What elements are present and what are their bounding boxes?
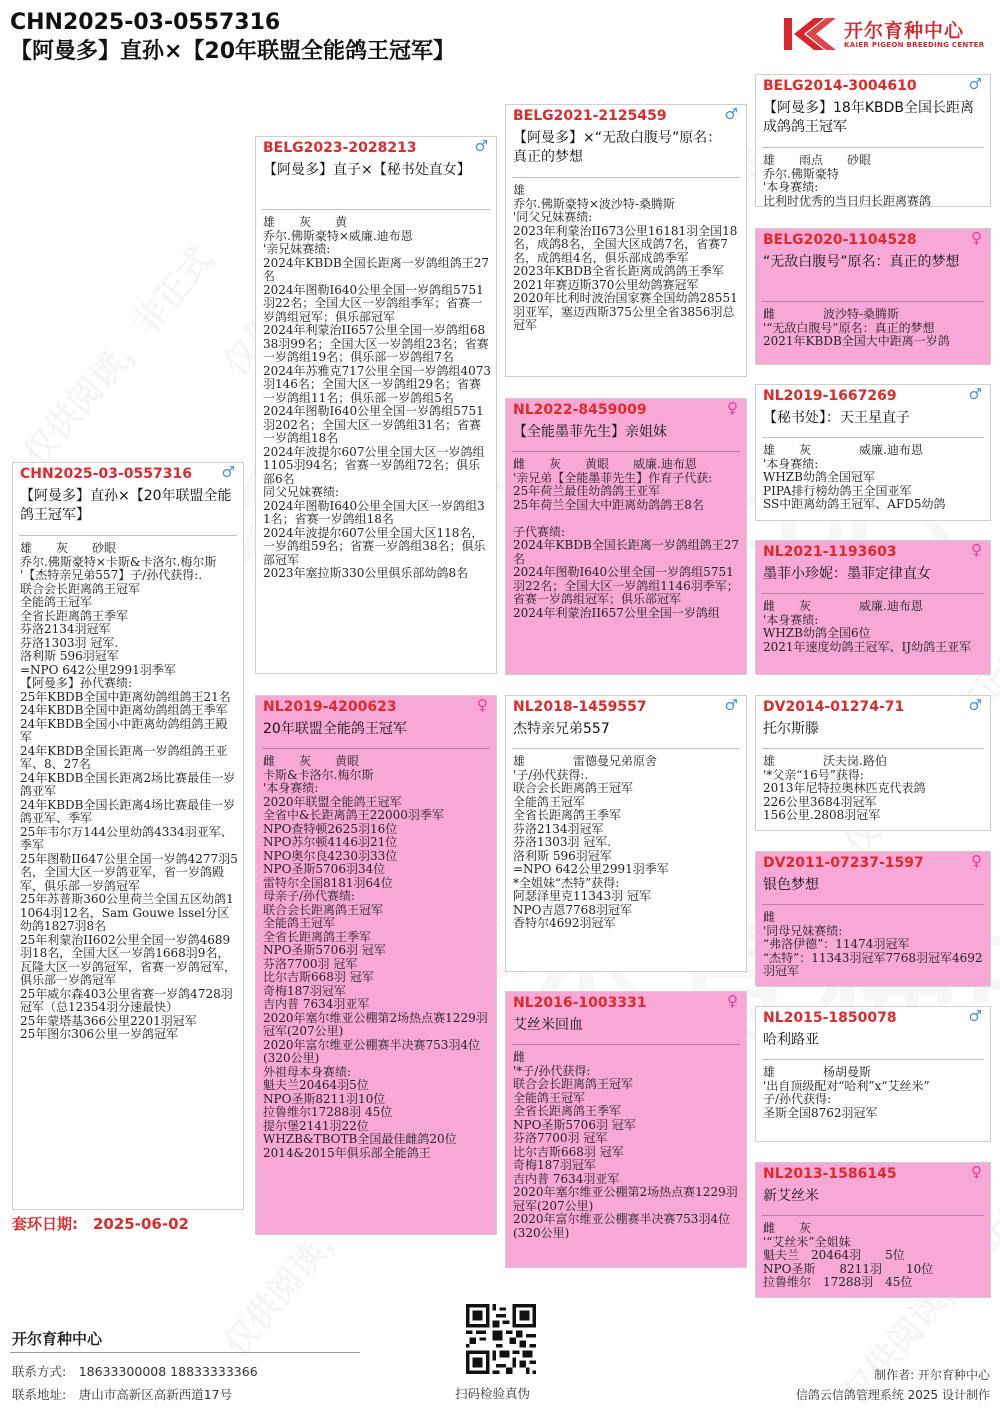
pedigree-details [763, 1066, 985, 1120]
detail-line: 2023年塞拉斯330公里俱乐部幼鸽8名 [263, 566, 469, 580]
detail-line: '同母兄妹赛绩: [763, 923, 843, 938]
pigeon-name: “无敌白腹号”原名：真正的梦想 [763, 254, 960, 270]
detail-line: NPO圣斯5706羽 冠军 [513, 1117, 636, 1132]
detail-line: 2024年利蒙治II657公里全国一岁鸽组 [513, 605, 720, 620]
pigeon-name: 银色梦想 [763, 877, 819, 893]
detail-line: 全能鸽王冠军 [513, 1090, 586, 1105]
pigeon-card-ds [505, 695, 747, 972]
detail-line: 子代赛绩: [513, 524, 566, 539]
ring-number: BELG2014-3004610 [763, 78, 917, 94]
pigeon-card-ssd [755, 228, 991, 365]
male-icon: ♂ [724, 696, 738, 714]
detail-line: 雄 灰 砂眼 [20, 541, 117, 555]
pigeon-card-dds [755, 1006, 991, 1142]
detail-line: 联合会长距离鸽王冠军 [20, 581, 141, 596]
detail-line: 全能鸽王冠军 [263, 916, 336, 930]
watermark-text [10, 235, 222, 475]
pedigree-details [513, 458, 741, 620]
pigeon-name: 杰特亲兄弟557 [513, 721, 610, 737]
detail-line: 奇梅187羽冠军 [263, 983, 346, 998]
card-divider [762, 147, 984, 148]
detail-line: 联合会长距离鸽王冠军 [513, 1077, 634, 1091]
pigeon-name: 托尔斯滕 [763, 721, 819, 737]
detail-line: 24年KBDB全国小中距离幼鸽组鸽王殿军 [20, 716, 228, 744]
pedigree-details [763, 308, 985, 349]
ring-number: NL2022-8459009 [513, 402, 647, 418]
detail-line: '*父亲“16号”获得: [763, 767, 864, 782]
detail-line: 拉鲁维尔17288羽 45位 [263, 1105, 393, 1119]
qr-code-icon[interactable] [466, 1304, 536, 1374]
detail-line: 芬洛7700羽 冠军 [263, 956, 358, 971]
detail-line: '*子/孙代获得: [513, 1063, 591, 1078]
female-icon: ♀ [971, 229, 982, 247]
pigeon-card-dss [755, 695, 991, 831]
detail-line: '子/孙代获得:. [513, 767, 589, 782]
detail-line: 2024年波提尔607公里全国大区一岁鸽组1105羽94名；省赛一岁鸽组72名；俱乐部6名 [263, 444, 485, 486]
card-divider [762, 904, 984, 905]
card-divider [762, 301, 984, 302]
detail-line: 雄 灰 威廉.迪布恩 [763, 443, 923, 457]
pedigree-details [763, 444, 985, 512]
detail-line: 阿瑟泽里克11343羽 冠军 [513, 889, 651, 903]
detail-line: 2021年KBDB全国大中距离一岁鸽 [763, 334, 950, 348]
pigeon-card-sd [505, 398, 747, 675]
detail-line: '同父兄妹赛绩: [513, 210, 593, 224]
detail-line: '本身赛绩: [763, 612, 819, 627]
pigeon-name: 艾丝米回血 [513, 1017, 583, 1033]
detail-line: 2020年富尔维亚公棚赛半决赛753羽4位(320公里) [263, 1037, 481, 1065]
footer-divider [10, 1352, 360, 1353]
detail-line: 圣斯全国8762羽冠军 [763, 1105, 878, 1120]
detail-line: 雄 雨点 砂眼 [763, 153, 872, 167]
detail-line: 雌 灰 威廉.迪布恩 [763, 599, 923, 613]
pigeon-name: 20年联盟全能鸽王冠军 [263, 721, 407, 737]
card-divider [262, 748, 490, 749]
detail-line: 乔尔.佛斯豪特×卡斯&卡洛尔.梅尔斯 [20, 554, 217, 569]
detail-line: 2024年KBDB全国长距离一岁鸽组鸽王27名 [263, 255, 490, 283]
detail-line: 洛利斯 596羽冠军 [20, 649, 119, 663]
detail-line: 25年图勒II647公里全国一岁鸽4277羽5名，全国大区一岁鸽亚军，省一岁鸽殿军，俱乐部一岁鸽冠军 [20, 851, 238, 893]
pigeon-card-ss [505, 104, 747, 377]
footer-company: 开尔育种中心 [12, 1330, 103, 1348]
detail-line: WHZB幼鸽全国冠军 [763, 470, 875, 484]
detail-line: '亲兄妹赛绩: [263, 242, 331, 256]
pedigree-details [763, 911, 985, 979]
detail-line: NPO圣斯5706羽 冠军 [263, 943, 386, 957]
detail-line: 母亲子/孙代赛绩: [263, 889, 356, 903]
detail-line: 2013年尼特拉奥林匹克代表鸽 [763, 781, 926, 795]
pigeon-card-dam [255, 695, 497, 1235]
detail-line: 雷特尔全国8181羽64位 [263, 875, 393, 890]
detail-line: 24年KBDB全国长距离2场比赛最佳一岁鸽亚军 [20, 770, 236, 798]
detail-line: 2024年图勒I640公里全国一岁鸽组5751羽22名；全国大区一岁鸽组季军；省赛一岁鸽组冠军；俱乐部冠军 [263, 282, 484, 324]
pedigree-details [763, 600, 985, 654]
footer-phone: 联系方式: 18633300008 18833333366 [12, 1364, 258, 1379]
pigeon-card-ddd [755, 1162, 991, 1298]
detail-line: 魁夫兰 20464羽 5位 [763, 1248, 905, 1262]
detail-line: 雌 [763, 910, 776, 924]
detail-line: 2020年联盟全能鸽王冠军 [263, 794, 402, 809]
footer-address: 联系地址: 唐山市高新区高新西道17号 [12, 1387, 233, 1402]
pedigree-details [763, 755, 985, 823]
detail-line: 24年KBDB全国长距离一岁鸽组鸽王亚军、8、27名 [20, 743, 228, 771]
ring-number: BELG2020-1104528 [763, 232, 917, 248]
detail-line: 卡斯&卡洛尔.梅尔斯 [263, 767, 374, 782]
detail-line: 25年蒙塔基366公里2201羽冠军 [20, 1013, 197, 1028]
detail-line: 25年图尔306公里一岁鸽冠军 [20, 1027, 179, 1041]
detail-line: 雄 杨胡曼斯 [763, 1065, 872, 1079]
detail-line: 全省长距离鸽王季军 [513, 1104, 622, 1118]
male-icon: ♂ [968, 1007, 982, 1025]
detail-line: 25年荷兰全国大中距离幼鸽鸽王8名 [513, 497, 704, 512]
detail-line: NPO圣斯8211羽10位 [263, 1091, 386, 1106]
detail-line: =NPO 642公里2991羽季军 [513, 862, 669, 876]
detail-line: 拉鲁维尔 17288羽 45位 [763, 1275, 913, 1289]
detail-line: 226公里3684羽冠军 [763, 794, 877, 809]
detail-line: 雄 雷德曼兄弟原舍 [513, 754, 658, 768]
kaier-logo-icon [784, 16, 838, 52]
detail-line: 24年KBDB全国中距离幼鸽组鸽王季军 [20, 703, 228, 717]
detail-line: 2020年比利时波治国家赛全国幼鸽28551羽亚军，塞迈西斯375公里全省3856羽总冠军 [513, 291, 738, 332]
pigeon-name: 新艾丝米 [763, 1188, 819, 1204]
detail-line: 魁夫兰20464羽5位 [263, 1078, 369, 1092]
ring-number: NL2021-1193603 [763, 544, 897, 560]
ring-number: DV2014-01274-71 [763, 699, 905, 715]
detail-line: 25年苏普斯360公里荷兰全国五区幼鸽11064羽12名，Sam Gouwe lssel分区幼鸽1827羽8名 [20, 892, 234, 933]
card-divider [512, 451, 740, 452]
pigeon-name: 【阿曼多】直子×【秘书处直女】 [263, 162, 471, 178]
detail-line: 子/孙代获得: [763, 1092, 832, 1106]
detail-line: “杰特”：11343羽冠军7768羽冠军4692羽冠军 [763, 950, 983, 978]
detail-line: 24年KBDB全国长距离4场比赛最佳一岁鸽亚军、季军 [20, 797, 236, 825]
detail-line: 2024年波提尔607公里全国大区118名，一岁鸽组59名；省赛一岁鸽组38名；俱乐部冠军 [263, 525, 486, 567]
card-divider [512, 748, 740, 749]
detail-line: NPO圣斯 8211羽 10位 [763, 1261, 934, 1276]
detail-line: 156公里.2808羽冠军 [763, 808, 881, 822]
pedigree-details [763, 154, 985, 207]
detail-line: 雄 沃夫岗.路伯 [763, 754, 887, 768]
pigeon-name: 【全能墨菲先生】亲姐妹 [513, 424, 667, 440]
detail-line: 雌 灰 黄眼 威廉.迪布恩 [513, 457, 697, 471]
detail-line: NPO吉恩7768羽冠军 [513, 902, 632, 917]
ring-number: BELG2021-2125459 [513, 108, 667, 124]
detail-line: 全省长距离鸽王季军 [513, 808, 622, 822]
detail-line: 吉内普 7634羽亚军 [513, 1171, 620, 1186]
detail-line: “弗洛伊德”：11474羽冠军 [763, 937, 910, 951]
ring-number: CHN2025-03-0557316 [20, 466, 192, 482]
pigeon-card-sire [255, 136, 497, 674]
ring-number: NL2016-1003331 [513, 995, 647, 1011]
detail-line: '本身赛绩: [263, 781, 319, 795]
ring-number: NL2019-4200623 [263, 699, 397, 715]
detail-line: 乔尔.佛斯豪特×威廉.迪布恩 [263, 228, 413, 243]
pedigree-details [513, 1051, 741, 1240]
page-title: CHN2025-03-0557316 【阿曼多】直孙×【20年联盟全能鸽王冠军】 [10, 10, 456, 64]
detail-line: 2014&2015年俱乐部全能鸽王 [263, 1145, 431, 1160]
logo-text-en: KAIER PIGEON BREEDING CENTER [844, 41, 985, 49]
detail-line: 25年荷兰最佳幼鸽鸽王亚军 [513, 484, 661, 498]
ring-number: BELG2023-2028213 [263, 140, 417, 156]
female-icon: ♀ [727, 399, 738, 417]
detail-line: 奇梅187羽冠军 [513, 1158, 596, 1172]
detail-line: 芬洛2134羽冠军 [513, 821, 604, 836]
detail-line: SS中距离幼鸽王冠军、AFD5幼鸽 [763, 497, 946, 511]
card-divider [762, 437, 984, 438]
detail-line: 芬洛2134羽冠军 [20, 622, 111, 636]
card-divider [762, 748, 984, 749]
ring-number: NL2019-1667269 [763, 388, 897, 404]
detail-line: NPO苏尔顿4146羽21位 [263, 835, 398, 849]
male-icon: ♂ [474, 137, 488, 155]
detail-line: 2024年苏雅克717公里全国一岁鸽组4073羽146名；全国大区一岁鸽组29名；省赛一岁鸽组11名；俱乐部一岁鸽组5名 [263, 363, 491, 405]
detail-line: 2024年图勒I640公里全国大区一岁鸽组31名；省赛一岁鸽组18名 [263, 498, 485, 526]
detail-line: 2024年KBDB全国长距离一岁鸽组鸽王27名 [513, 538, 740, 566]
detail-line: '出自顶级配对“哈利”x“艾丝米” [763, 1078, 930, 1093]
detail-line: NPO奥尔良4230羽33位 [263, 848, 398, 863]
detail-line: 洛利斯 596羽冠军 [513, 848, 612, 863]
pigeon-card-sss [755, 74, 991, 207]
card-divider [262, 209, 490, 210]
detail-line: 联合会长距离鸽王冠军 [263, 902, 384, 917]
detail-line: 香特尔4692羽冠军 [513, 916, 616, 930]
detail-line: 雌 波沙特-桑腾斯 [763, 307, 900, 321]
detail-line: 2024年图勒I640公里全国一岁鸽组5751羽22名；全国大区一岁鸽组1146羽季军；省赛一岁鸽组冠军；俱乐部冠军 [513, 565, 739, 606]
detail-line: 同父兄妹赛绩: [263, 485, 340, 499]
pigeon-name: 墨菲小珍妮：墨菲定律直女 [763, 566, 931, 582]
maker-label: 制作者: 开尔育种中心 [874, 1368, 990, 1382]
detail-line: 2024年利蒙治II657公里全国一岁鸽组6838羽99名；全国大区一岁鸽组23名；省赛一岁鸽组19名；俱乐部一岁鸽组7名 [263, 323, 489, 364]
detail-line: NPO圣斯5706羽34位 [263, 862, 386, 876]
male-icon: ♂ [968, 385, 982, 403]
detail-line: 2020年塞尔维亚公棚第2场热点赛1229羽冠军(207公里) [513, 1185, 738, 1213]
pigeon-card-subject [12, 462, 244, 1210]
detail-line: 2020年塞尔维亚公棚第2场热点赛1229羽冠军(207公里) [263, 1010, 488, 1038]
pedigree-details [263, 755, 491, 1160]
pigeon-card-sds [755, 384, 991, 521]
detail-line: 2023年利蒙治II673公里16181羽全国18名，成鸽8名，全国大区成鸽7名，省赛7名，成鸽组4名，俱乐部成鸽季军 [513, 223, 738, 265]
detail-line: 2021年赛迈斯370公里幼鸽赛冠军 [513, 277, 699, 292]
pedigree-details [513, 184, 741, 333]
card-divider [762, 1059, 984, 1060]
male-icon: ♂ [221, 463, 235, 481]
detail-line: 外祖母本身赛绩: [263, 1064, 352, 1079]
male-icon: ♂ [724, 105, 738, 123]
detail-line: 雌 灰 黄眼 [263, 754, 360, 768]
female-icon: ♀ [971, 541, 982, 559]
detail-line: 芬洛1303羽 冠军. [20, 635, 119, 650]
detail-line: 比尔吉斯668羽 冠军 [513, 1144, 624, 1159]
female-icon: ♀ [971, 1163, 982, 1181]
detail-line: 2024年图勒I640公里全国一岁鸽组5751羽202名；全国大区一岁鸽组31名；省赛一岁鸽组18名 [263, 404, 484, 445]
detail-line: 雄 [513, 183, 526, 197]
detail-line: *全姐妹“杰特”获得: [513, 875, 620, 890]
qr-caption: 扫码检验真伪 [455, 1386, 531, 1401]
detail-line: 乔尔.佛斯豪特 [763, 166, 839, 181]
logo-text-cn: 开尔育种中心 [844, 20, 965, 42]
female-icon: ♀ [727, 992, 738, 1010]
male-icon: ♂ [968, 696, 982, 714]
male-icon: ♂ [968, 75, 982, 93]
pedigree-details [20, 542, 238, 1042]
pedigree-details [263, 216, 491, 581]
detail-line: 芬洛7700羽 冠军 [513, 1131, 608, 1145]
detail-line: 雄 灰 黄 [263, 215, 348, 229]
detail-line: WHZB幼鸽全国6位 [763, 626, 871, 640]
ring-number: NL2018-1459557 [513, 699, 647, 715]
card-divider [512, 177, 740, 178]
detail-line: 吉内普 7634羽亚军 [263, 997, 370, 1011]
detail-line: NPO查特顿2625羽16位 [263, 821, 398, 836]
card-divider [512, 1044, 740, 1045]
detail-line: WHZB&TBOTB全国最佳雌鸽20位 [263, 1132, 457, 1146]
pigeon-card-dd [505, 991, 747, 1268]
pigeon-name: 【阿曼多】18年KBDB全国长距离成鸽鸽王冠军 [763, 100, 974, 135]
card-divider [762, 593, 984, 594]
detail-line: =NPO 642公里2991羽季军 [20, 662, 176, 677]
pigeon-name: 哈利路亚 [763, 1032, 819, 1048]
card-divider [19, 535, 237, 536]
detail-line [513, 512, 741, 526]
detail-line: 比利时优秀的当日归长距离赛鸽 [763, 193, 932, 207]
detail-line: '“艾丝米”全姐妹 [763, 1234, 851, 1249]
pigeon-card-sdd [755, 540, 991, 675]
pigeon-card-dsd [755, 851, 991, 987]
detail-line: 2023年KBDB全省长距离成鸽鸽王季军 [513, 264, 724, 278]
card-divider [762, 1215, 984, 1216]
brand-logo [784, 14, 994, 56]
detail-line: 雌 [513, 1050, 526, 1064]
detail-line: 全能鸽王冠军 [513, 794, 586, 809]
detail-line: 全能鸽王冠军 [20, 595, 93, 609]
detail-line: 25年利蒙治II602公里全国一岁鸽4689羽18名，全国大区一岁鸽1668羽9名，瓦隆大区一岁鸽冠军，省赛一岁鸽冠军，俱乐部一岁鸽冠军 [20, 932, 237, 987]
ring-number: NL2015-1850078 [763, 1010, 897, 1026]
pigeon-name: 【阿曼多】×“无敌白腹号”原名： 真正的梦想 [513, 130, 722, 165]
detail-line: 2021年速度幼鸽王冠军、IJ幼鸽王亚军 [763, 639, 972, 654]
detail-line: '本身赛绩: [763, 456, 819, 471]
system-label: 信鸽云信鸽管理系统 2025 设计制作 [795, 1388, 990, 1402]
detail-line: 全省中&长距离鸽王22000羽季军 [263, 808, 444, 822]
detail-line: 芬洛1303羽 冠军. [513, 835, 612, 849]
detail-line: '“无敌白腹号”原名：真正的梦想 [763, 320, 935, 335]
detail-line: 联合会长距离鸽王冠军 [513, 781, 634, 795]
detail-line: 比尔吉斯668羽 冠军 [263, 970, 374, 984]
ring-date: 套环日期: 2025-06-02 [12, 1215, 189, 1233]
detail-line: 25年韦尔万144公里幼鸽4334羽亚军、季军 [20, 824, 233, 852]
detail-line: PIPA排行榜幼鸽王全国亚军 [763, 483, 912, 498]
female-icon: ♀ [477, 696, 488, 714]
pigeon-name: 【阿曼多】直孙×【20年联盟全能鸽王冠军】 [20, 488, 232, 523]
detail-line: 25年威尔森403公里省赛一岁鸽4728羽冠军（总12354羽分速最快） [20, 986, 233, 1014]
detail-line: 全省长距离鸽王季军 [263, 929, 372, 944]
detail-line: '本身赛绩: [763, 180, 819, 194]
pedigree-details [763, 1222, 985, 1290]
detail-line: '亲兄弟【全能墨菲先生】作育子代获: [513, 470, 713, 485]
ring-number: NL2013-1586145 [763, 1166, 897, 1182]
ring-number: DV2011-07237-1597 [763, 855, 924, 871]
detail-line: 【阿曼多】孙代赛绩: [20, 676, 133, 690]
female-icon: ♀ [971, 852, 982, 870]
detail-line: '【杰特亲兄弟557】子/孙代获得:. [20, 568, 203, 582]
detail-line: 雌 灰 [763, 1221, 812, 1235]
pigeon-name: 【秘书处】：天王星直子 [763, 410, 910, 426]
detail-line: 全省长距离鸽王季军 [20, 608, 129, 623]
pedigree-details [513, 755, 741, 931]
detail-line: 2020年富尔维亚公棚赛半决赛753羽4位(320公里) [513, 1212, 731, 1240]
detail-line: 25年KBDB全国中距离幼鸽组鸽王21名 [20, 689, 231, 704]
detail-line: 提尔堡2141羽22位 [263, 1118, 369, 1133]
detail-line: 乔尔.佛斯豪特×波沙特-桑腾斯 [513, 196, 675, 211]
